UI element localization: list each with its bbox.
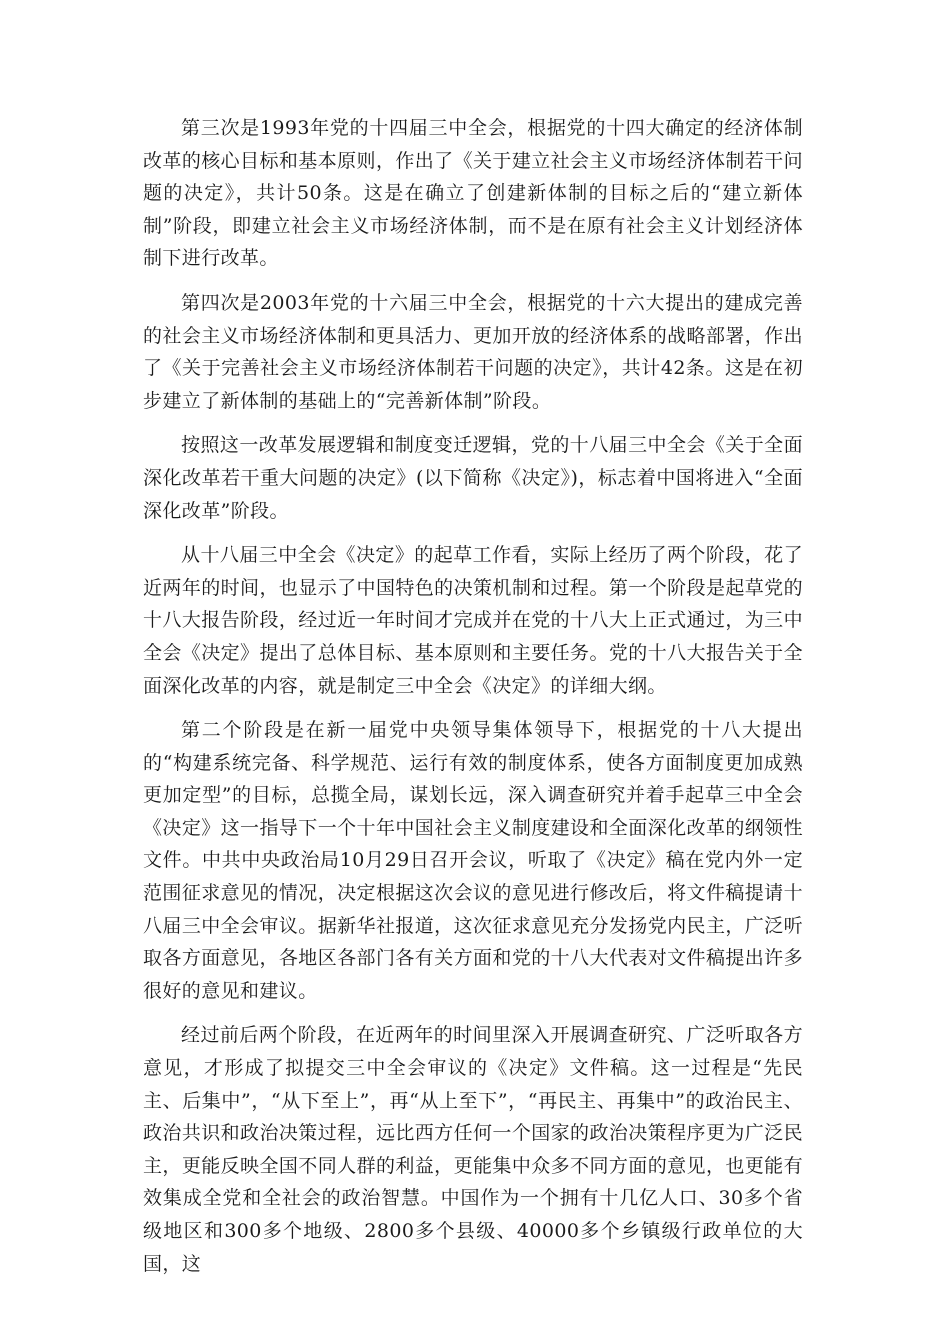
paragraph-3: 按照这一改革发展逻辑和制度变迁逻辑，党的十八届三中全会《关于全面深化改革若干重大问题的决定》(以下简称《决定》)，标志着中国将进入“全面深化改革”阶段。 bbox=[143, 434, 803, 522]
paragraph-2: 第四次是2003年党的十六届三中全会，根据党的十六大提出的建成完善的社会主义市场经济体制和更具活力、更加开放的经济体系的战略部署，作出了《关于完善社会主义市场经济体制若干问题的决定》，共计42条。这是在初步建立了新体制的基础上的“完善新体制”阶段。 bbox=[143, 291, 803, 412]
paragraph-4: 从十八届三中全会《决定》的起草工作看，实际上经历了两个阶段，花了近两年的时间，也显示了中国特色的决策机制和过程。第一个阶段是起草党的十八大报告阶段，经过近一年时间才完成并在党的十八大上正式通过，为三中全会《决定》提出了总体目标、基本原则和主要任务。党的十八大报告关于全面深化改革的内容，就是制定三中全会《决定》的详细大纲。 bbox=[143, 544, 803, 697]
paragraph-1: 第三次是1993年党的十四届三中全会，根据党的十四大确定的经济体制改革的核心目标和基本原则，作出了《关于建立社会主义市场经济体制若干问题的决定》，共计50条。这是在确立了创建新体制的目标之后的“建立新体制”阶段，即建立社会主义市场经济体制，而不是在原有社会主义计划经济体制下进行改革。 bbox=[143, 117, 803, 270]
paragraph-5: 第二个阶段是在新一届党中央领导集体领导下，根据党的十八大提出的“构建系统完备、科学规范、运行有效的制度体系，使各方面制度更加成熟更加定型”的目标，总揽全局，谋划长远，深入调查研究并着手起草三中全会《决定》这一指导下一个十年中国社会主义制度建设和全面深化改革的纲领性文件。中共中央政治局10月29日召开会议，听取了《决定》稿在党内外一定范围征求意见的情况，决定根据这次会议的意见进行修改后，将文件稿提请十八届三中全会审议。据新华社报道，这次征求意见充分发扬党内民主，广泛听取各方面意见，各地区各部门各有关方面和党的十八大代表对文件稿提出许多很好的意见和建议。 bbox=[143, 719, 803, 1002]
document-page bbox=[143, 112, 803, 1292]
paragraph-6: 经过前后两个阶段，在近两年的时间里深入开展调查研究、广泛听取各方意见，才形成了拟提交三中全会审议的《决定》文件稿。这一过程是“先民主、后集中”，“从下至上”，再“从上至下”，“再民主、再集中”的政治民主、政治共识和政治决策过程，远比西方任何一个国家的政治决策程序更为广泛民主，更能反映全国不同人群的利益，更能集中众多不同方面的意见，也更能有效集成全党和全社会的政治智慧。中国作为一个拥有十几亿人口、30多个省级地区和300多个地级、2800多个县级、40000多个乡镇级行政单位的大国，这 bbox=[143, 1024, 803, 1275]
